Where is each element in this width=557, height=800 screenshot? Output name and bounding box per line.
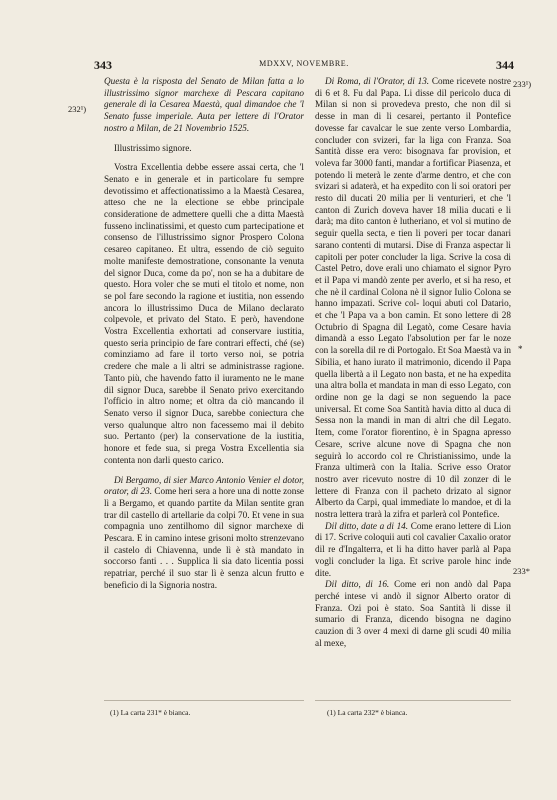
ditto-16-heading: Dil ditto, di 16. xyxy=(325,579,390,590)
bergamo-entry xyxy=(104,475,304,592)
left-column xyxy=(104,76,304,592)
ditto-14-body: Come erano lettere di Lion di 17. Scrive coloquii auti col cavalier Caxalio orator dil re d'Ingalterra, et li ha ditto haver parlà al Papa vogli concluder la liga. Et scrive parole hinc inde dite. xyxy=(315,520,511,578)
footnote-right: (1) La carta 232* è bianca. xyxy=(327,708,408,717)
page-number-right: 344 xyxy=(496,58,514,72)
page-number-left: 343 xyxy=(94,58,112,72)
margin-number-left: 232¹) xyxy=(68,104,87,114)
ditto-16-entry xyxy=(315,579,511,649)
running-title: MDXXV, NOVEMBRE. xyxy=(259,59,349,68)
bergamo-body: Come heri sera a hore una di notte zonse lì a Bergamo, et quando partite da Milan sentite gran trar dil castello di artellarie da colpi 70. Et vene in sua compagnia uno zentilhomo dil signor marchexe di Pescara. E in camino intese grisoni molto strenzevano il castelo di Chiavenna, unde lì è stà mandato in soccorso fanti . . . Supplica li sia dato licentia possi repatriar, perché il suo star lì è senza alcun frutto e beneficio di la Signoria nostra. xyxy=(104,486,305,590)
letter-body: Vostra Excellentia debbe essere assai certa, che 'l Senato e in generale et in particolare fu sempre devotissimo et affectionatissimo a la Maestà Cesarea, atteso che ne la electione se ebbe principale consideratione de admettere quelli che a ditta Maestà fusseno inclinatissimi, et questo cum partecipatione et consenso de l'illustrissimo signor Prospero Colona cesareo capitaneo. Et ultra, essendo de ciò seguito molte manifeste demostratione, consonante la venuta del signor Duca, come da po', non se ha a dubitare de questo. Hora voler che se muti el titolo et nome, non se pol fare secondo la ragione et iustitia, non essendo ancora lo illustrissimo Duca de Milano declarato colpevole, et privato del Stato. E però, havendone Vostra Excellentia exhortati ad conservare iustitia, questo seria principio de fare contrari effecti, ché (se) cominziamo ad fare il torto verso noi, se potria credere che male a li altri se administrasse ragione. Tanto più, che havendo fatto il iuramento ne le mane dil signor Duca, sarebbe il Senato privo exercitando l'officio in altro nome; et oltra da ciò mancando il Senato verso il signor Duca, sarebbe coniectura che verso qualunque altro non facessemo mai il debito suo. Pertanto (per) la conservatione de la iustitia, honore et fede sua, si prega Vostra Excellentia sia contenta non darli questo carico. xyxy=(104,162,304,465)
ditto-16-body: Come eri non andò dal Papa perché intese vi andò il signor Alberto orator di Franza. Ozi poi è stato. Soa Santità li disse il sumario di Franza, dicendo bisogna ne dagino cauzion di 3 over 4 mexi di darne gli scudi 40 milia al mexe, xyxy=(315,579,511,648)
footnote-rule-left xyxy=(104,700,304,701)
roma-entry xyxy=(315,76,511,521)
footnote-left: (1) La carta 231* è bianca. xyxy=(110,708,191,717)
margin-number-right-bottom: 233* xyxy=(513,566,530,576)
ditto-14-entry xyxy=(315,521,511,580)
roma-body: Come ricevete nostre di 6 et 8. Fu dal Papa. Li disse dil pericolo duca di Milan si non si provedeva presto, che non dil si desse in man di li cesarei, pertanto il Pontefice dovesse far cavalcar le sue zente verso Lombardia, concluder con svizeri, far la liga con Franza. Soa Santità disse era vero: bisognava far provision, et voleva far 3000 fanti, mandar a fortificar Piasenza, et potendo li meterà le zente d'arme dentro, et che con svizari si adaterà, et ha expedito con li soi oratori per resto dil ducati 20 milia per li venturieri, et che 'l canton di Zurich doveva haver 18 milia ducati e li darà; ma dito canton è lutheriano, et vol si mutino de seguir quella secta, e tien li poveri per tocar danari sarano contenti di mutarsi. Dise di Franza aspectar li capitoli per poter concluder la liga. Scrive la cosa di Castel Petro, dove erali uno chiamato el signor Pyro et il Papa vi mandò zente per averlo, et si ha reso, et che nè il cardinal Colona nè il signor Iulio Colona se hanno impazati. Scrive col- loqui abuti col Datario, et che 'l Papa va a bon camin. Et sono lettere di 28 Octubrio di Spagna dil Legatò, come Cesare havia dimandà a esso Legato l'absolution per far le noze con la sorella dil re di Portogalo. Et Soa Maestà va in Sibilia, et hano iurato il matrimonio, dicendo il Papa quella libertà a il Legato non basta, et ne ha expedita una altra bolla et mandata in man di esso Legato, con ordine non ge la dagi se non seguendo la pace universal. Et come Soa Santità havia ditto al duca di Sessa non la mandi in man di altri che dil Legato. Item, come l'orator fiorentino, è in Spagna apresso Cesare, scrive alcune nove di Spagna che non seguirà lo accordo col re Christianissimo, unde la Franza ultimerà con la Italia. Scrive esso Orator nostro aver ricevuto nostre di 10 dil zonzer di le lettere di Franza con il pacheto drizato al signor Alberto da Carpi, qual immediate lo mandoe, et di la nostra lettera trarà la zifra et parlerà col Pontefice. xyxy=(315,76,511,520)
bergamo-heading: Di Bergamo, di sier Marco Antonio Venier el dotor, orator, di 23. xyxy=(104,474,304,497)
footnote-rule-right xyxy=(315,700,511,701)
margin-number-right-top: 233¹) xyxy=(513,79,532,89)
salutation: Illustrissimo signore. xyxy=(114,142,192,153)
margin-star: * xyxy=(518,344,523,354)
intro-italic: Questa è la risposta del Senato de Milan fatta a lo illustrissimo signor marchexe di Pescara capitano generale di la Cesarea Maestà, qual dimandoe che 'l Senato fusse imperiale. Auta per lettere di l'Orator nostro a Milan, de 21 Novembrio 1525. xyxy=(104,76,304,133)
right-column xyxy=(315,76,511,649)
roma-heading: Di Roma, di l'Orator, di 13. xyxy=(325,76,430,86)
page-header xyxy=(94,58,514,72)
ditto-14-heading: Dil ditto, date a di 14. xyxy=(325,520,409,531)
